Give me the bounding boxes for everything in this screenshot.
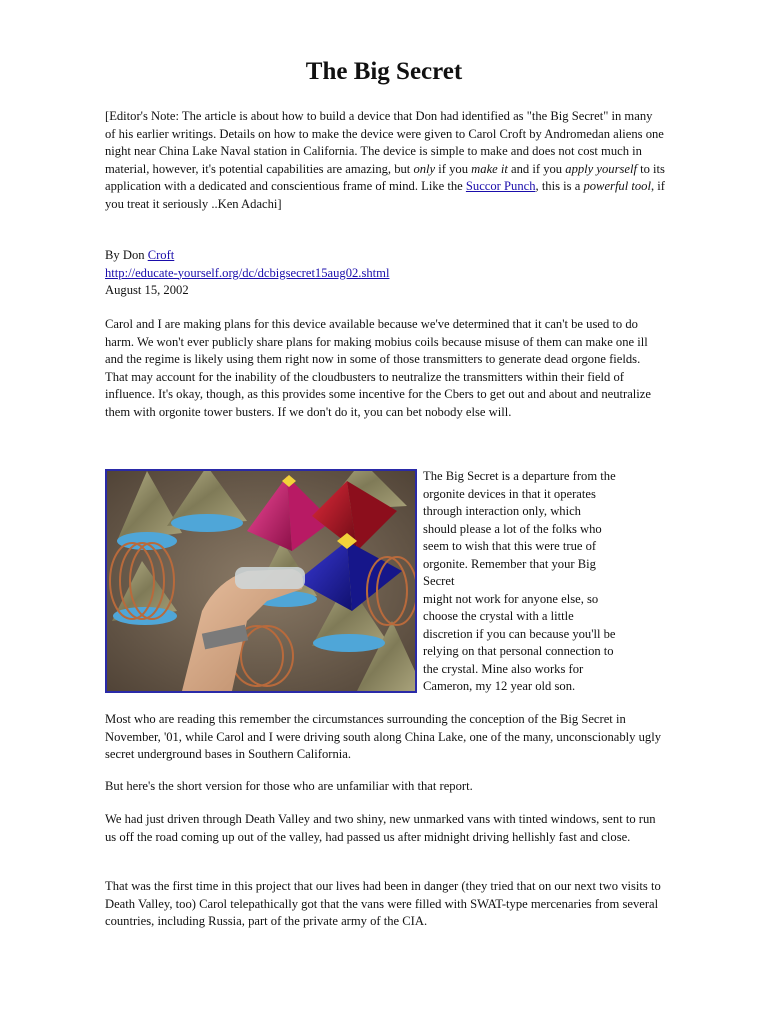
editors-note: [Editor's Note: The article is about how to build a device that Don had identified as "the Big Secret" in many of his earlier writings. Details on how to make the device were given to Carol Croft by Andromedan aliens one night near China Lake Naval station in California. The device is simple to make and does not cost much in material, however, it's potential capabilities are amazing, but only if you make it and if you apply yourself to its application with a dedicated and conscientious frame of mind. Like the Succor Punch, this is a powerful tool, if you treat it seriously ..Ken Adachi] <box>105 109 665 211</box>
paragraph-3: But here's the short version for those who are unfamiliar with that report. <box>105 779 473 793</box>
emphasis-make-it: make it <box>471 161 508 176</box>
side-line: might not work for anyone else, so <box>423 591 599 606</box>
side-line: relying on that personal connection to <box>423 644 614 658</box>
side-line: choose the crystal with a little <box>423 609 574 623</box>
side-line: through interaction only, which <box>423 504 581 518</box>
paragraph-5: That was the first time in this project that our lives had been in danger (they tried that on our next two visits to Death Valley, too) Carol telepathically got that the vans were filled with SWAT-type mercenaries from several countries, including Russia, part of the private army of the CIA. <box>105 879 661 928</box>
side-line: Secret <box>423 574 455 588</box>
paragraph-1: Carol and I are making plans for this device available because we've determined that it can't be used to do harm. We won't ever publicly share plans for making mobius coils because misuse of them can make one ill and the regime is likely using them right now in some of those transmitters to generate dead orgone fields. That may account for the inability of the cloudbusters to neutralize the transmitters within their field of influence. It's okay, though, as this provides some incentive for the Cbers to get out and about and neutralize them with orgonite tower busters. If we don't do it, you can bet nobody else will. <box>105 317 651 419</box>
side-line: orgonite devices in that it operates <box>423 486 596 501</box>
side-paragraph <box>423 468 668 696</box>
side-line: should please a lot of the folks who <box>423 521 602 536</box>
emphasis-apply-yourself: apply yourself <box>565 161 637 176</box>
page-title: The Big Secret <box>305 58 463 85</box>
article-url-link[interactable]: http://educate-yourself.org/dc/dcbigsecret15aug02.shtml <box>105 265 390 280</box>
side-line: orgonite. Remember that your Big <box>423 556 596 571</box>
emphasis-only: only <box>413 161 436 176</box>
author-link[interactable]: Croft <box>147 248 175 262</box>
paragraph-2: Most who are reading this remember the circumstances surrounding the conception of the Big Secret in November, '01, while Carol and I were driving south along China Lake, one of the many, unconscionably ugly secret underground bases in Southern California. <box>105 712 661 761</box>
side-line: the crystal. Mine also works for <box>423 661 584 676</box>
paragraph-4: We had just driven through Death Valley and two shiny, new unmarked vans with tinted windows, sent to run us off the road coming up out of the valley, had passed us after midnight driving hellishly fast and close. <box>105 812 656 844</box>
side-line: discretion if you can because you'll be <box>423 626 616 641</box>
article-date: August 15, 2002 <box>105 283 189 297</box>
side-line: seem to wish that this were true of <box>423 539 597 553</box>
orgonite-photo-image <box>107 471 415 691</box>
side-line: The Big Secret is a departure from the <box>423 469 616 483</box>
byline: By Don Croft http://educate-yourself.org/dc/dcbigsecret15aug02.shtml August 15, 2002 <box>105 247 665 300</box>
succor-punch-link[interactable]: Succor Punch <box>465 179 536 193</box>
side-line: Cameron, my 12 year old son. <box>423 679 576 693</box>
emphasis-powerful-tool: powerful tool <box>583 179 651 193</box>
orgonite-photo <box>105 469 417 693</box>
